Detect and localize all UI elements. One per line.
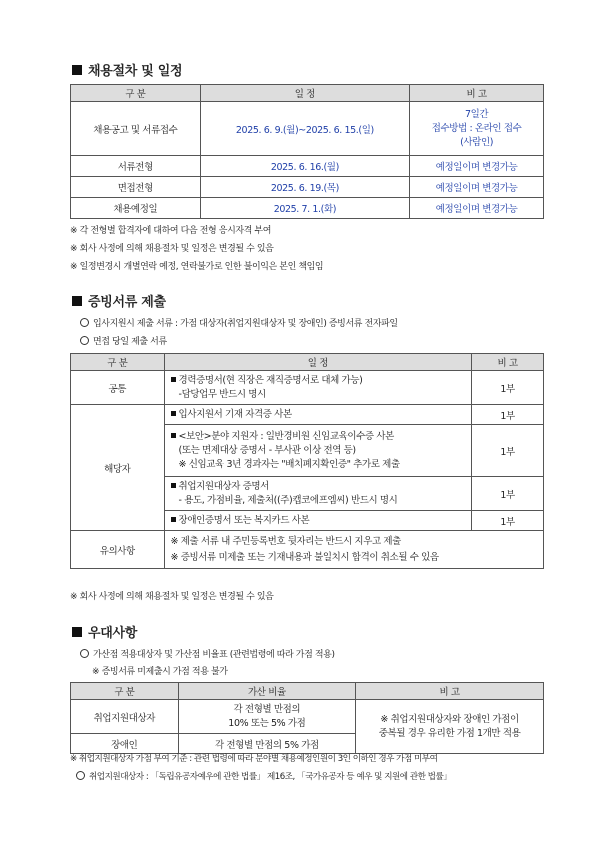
table-header: 비 고 <box>356 683 544 700</box>
schedule-table <box>70 84 544 219</box>
bonus-table <box>70 682 544 754</box>
content-line <box>171 374 472 388</box>
note-line: (사람인) <box>460 136 494 148</box>
table-cell-note: 1부 <box>472 477 544 511</box>
sub-note: ※ 증빙서류 미제출시 가점 적용 불가 <box>92 667 228 677</box>
content-text: 취업지원대상자 증명서 <box>178 480 269 492</box>
table-cell-rate <box>178 700 356 734</box>
table-cell-label: 유의사항 <box>71 531 165 569</box>
note-line: 중복될 경우 유리한 가점 1개만 적용 <box>378 727 521 739</box>
table-cell-content <box>164 477 472 511</box>
table-header: 비 고 <box>472 354 544 371</box>
square-bullet-icon <box>171 483 176 488</box>
footnote: ※ 일정변경시 개별연락 예정, 연락불가로 인한 불이익은 본인 책임임 <box>70 262 324 272</box>
section1-title: 채용절차 및 일정 <box>88 64 183 79</box>
content-line <box>171 430 472 444</box>
section3-heading <box>72 622 137 641</box>
bullet-item <box>80 316 398 329</box>
table-cell-note: 예정일이며 변경가능 <box>410 177 544 198</box>
square-bullet-icon <box>72 627 82 637</box>
note-line: ※ 취업지원대상자와 장애인 가점이 <box>380 713 519 725</box>
table-cell-date: 2025. 6. 9.(월)~2025. 6. 15.(일) <box>200 102 410 156</box>
table-cell-rate: 각 전형별 만점의 5% 가점 <box>178 734 356 754</box>
table-cell-content <box>164 425 472 477</box>
content-subline: ※ 신임교육 3년 경과자는 "배치폐지확인증" 추가로 제출 <box>178 458 400 470</box>
table-cell-note: 1부 <box>472 371 544 405</box>
caution-line: ※ 증빙서류 미제출 또는 기재내용과 불일치시 합격이 취소될 수 있음 <box>170 551 439 563</box>
content-line <box>171 514 472 528</box>
content-text: 입사지원서 기재 자격증 사본 <box>178 408 292 420</box>
table-cell-content <box>164 531 543 569</box>
table-cell-note <box>410 102 544 156</box>
table-header: 구 분 <box>71 354 165 371</box>
table-cell-date: 2025. 6. 19.(목) <box>200 177 410 198</box>
table-cell-label: 면접전형 <box>71 177 201 198</box>
table-cell-content <box>164 511 472 531</box>
content-text: <보안>분야 지원자 : 일반경비원 신임교육이수증 사본 <box>178 430 394 442</box>
content-subline: - 용도, 가점비율, 제출처((주)캡코에프엠씨) 반드시 명시 <box>178 494 398 506</box>
footnote: ※ 취업지원대상자 가점 부여 기준 : 관련 법령에 따라 분야별 채용예정인원이 3인 이하인 경우 가점 미부여 <box>70 754 438 764</box>
table-header: 구 분 <box>71 683 179 700</box>
square-bullet-icon <box>171 517 176 522</box>
rate-line: 10% 또는 5% 가점 <box>228 717 306 729</box>
square-bullet-icon <box>72 296 82 306</box>
content-text: 경력증명서(현 직장은 재직증명서로 대체 가능) <box>178 374 363 386</box>
table-cell-note <box>356 700 544 754</box>
table-header: 가산 비율 <box>178 683 356 700</box>
section3-title: 우대사항 <box>88 626 138 641</box>
bullet-item <box>80 334 167 347</box>
square-bullet-icon <box>72 65 82 75</box>
table-cell-content <box>164 371 472 405</box>
table-header: 구 분 <box>71 85 201 102</box>
bullet-item <box>80 647 335 660</box>
table-cell-label: 서류전형 <box>71 156 201 177</box>
footnote: ※ 각 전형별 합격자에 대하여 다음 전형 응시자격 부여 <box>70 226 272 236</box>
section1-heading <box>72 60 182 79</box>
table-cell-note: 예정일이며 변경가능 <box>410 198 544 219</box>
section2-title: 증빙서류 제출 <box>88 295 166 310</box>
circle-bullet-icon <box>76 771 85 780</box>
table-cell-content <box>164 405 472 425</box>
content-subline: -담당업무 반드시 명시 <box>178 388 266 400</box>
table-cell-label: 장애인 <box>71 734 179 754</box>
note-line: 7일간 <box>464 108 489 120</box>
circle-bullet-icon <box>80 649 89 658</box>
content-line <box>171 408 472 422</box>
square-bullet-icon <box>171 411 176 416</box>
square-bullet-icon <box>171 433 176 438</box>
table-header: 비 고 <box>410 85 544 102</box>
rate-line: 각 전형별 만점의 <box>233 703 301 715</box>
bullet-text: 입사지원시 제출 서류 : 가점 대상자(취업지원대상자 및 장애인) 증빙서류 전자파일 <box>93 319 398 329</box>
table-header: 일 정 <box>200 85 410 102</box>
content-text: 장애인증명서 또는 복지카드 사본 <box>178 514 310 526</box>
bullet-text: 면접 당일 제출 서류 <box>93 337 167 347</box>
table-cell-label: 채용예정일 <box>71 198 201 219</box>
bullet-text: 취업지원대상자 : 「독립유공자예우에 관한 법률」 제16조, 「국가유공자 등 예우 및 지원에 관한 법률」 <box>89 772 452 782</box>
footnote: ※ 회사 사정에 의해 채용절차 및 일정은 변경될 수 있음 <box>70 592 274 602</box>
table-cell-note: 1부 <box>472 511 544 531</box>
content-line <box>171 480 472 494</box>
table-cell-label: 채용공고 및 서류접수 <box>71 102 201 156</box>
circle-bullet-icon <box>80 336 89 345</box>
table-cell-label: 해당자 <box>71 405 165 531</box>
bullet-item <box>76 770 451 782</box>
caution-line: ※ 제출 서류 내 주민등록번호 뒷자리는 반드시 지우고 제출 <box>170 535 401 547</box>
documents-table <box>70 353 544 569</box>
content-subline: (또는 면제대상 증명서 - 부사관 이상 전역 등) <box>178 444 356 456</box>
circle-bullet-icon <box>80 318 89 327</box>
table-cell-label: 취업지원대상자 <box>71 700 179 734</box>
footnote: ※ 회사 사정에 의해 채용절차 및 일정은 변경될 수 있음 <box>70 244 274 254</box>
table-header: 일 정 <box>164 354 472 371</box>
table-cell-note: 1부 <box>472 425 544 477</box>
section2-heading <box>72 291 166 310</box>
table-cell-label: 공통 <box>71 371 165 405</box>
note-line: 접수방법 : 온라인 접수 <box>431 122 522 134</box>
bullet-text: 가산점 적용대상자 및 가산점 비율표 (관련법령에 따라 가점 적용) <box>93 650 335 660</box>
table-cell-date: 2025. 7. 1.(화) <box>200 198 410 219</box>
table-cell-note: 예정일이며 변경가능 <box>410 156 544 177</box>
table-cell-note: 1부 <box>472 405 544 425</box>
square-bullet-icon <box>171 377 176 382</box>
table-cell-date: 2025. 6. 16.(월) <box>200 156 410 177</box>
